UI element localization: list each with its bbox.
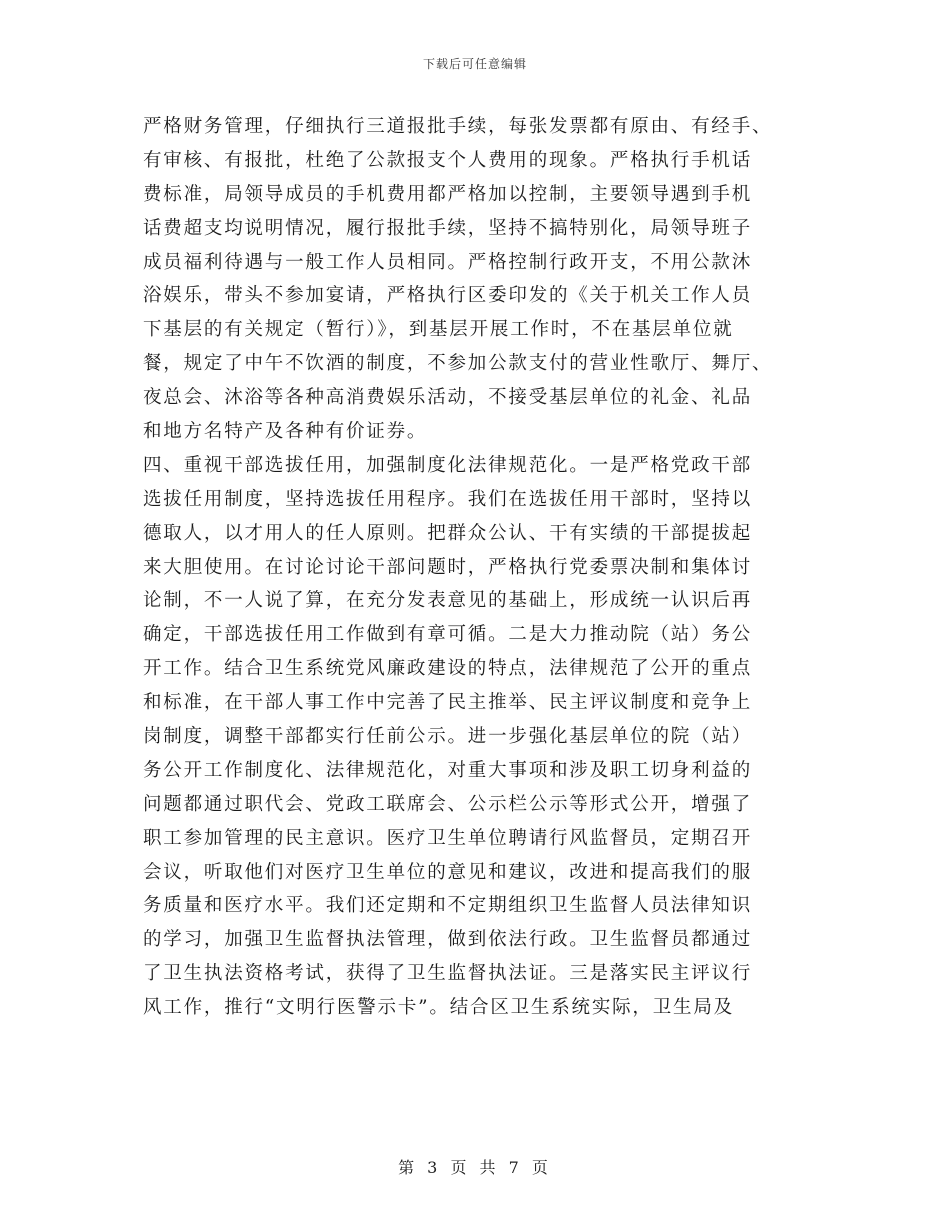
text-line: 务公开工作制度化、法律规范化，对重大事项和涉及职工切身利益的 (143, 759, 753, 781)
text-line: 选拔任用制度，坚持选拔任用程序。我们在选拔任用干部时，坚持以 (143, 488, 753, 510)
text-line: 岗制度，调整干部都实行任前公示。进一步强化基层单位的院（站） (143, 726, 753, 748)
text-line: 会议，听取他们对医疗卫生单位的意见和建议，改进和提高我们的服 (143, 861, 753, 883)
page-number: 第 3 页 共 7 页 (398, 1158, 552, 1177)
text-line: 和标准，在干部人事工作中完善了民主推举、民主评议制度和竞争上 (143, 692, 753, 714)
text-line: 问题都通过职代会、党政工联席会、公示栏公示等形式公开，增强了 (143, 793, 753, 815)
text-line: 开工作。结合卫生系统党风廉政建设的特点，法律规范了公开的重点 (143, 658, 753, 680)
text-line: 德取人，以才用人的任人原则。把群众公认、干有实绩的干部提拔起 (143, 522, 753, 544)
text-line: 务质量和医疗水平。我们还定期和不定期组织卫生监督人员法律知识 (143, 895, 753, 917)
text-line: 了卫生执法资格考试，获得了卫生监督执法证。三是落实民主评议行 (143, 963, 753, 985)
text-line: 四、重视干部选拔任用，加强制度化法律规范化。一是严格党政干部 (143, 454, 753, 476)
text-line: 的学习，加强卫生监督执法管理，做到依法行政。卫生监督员都通过 (143, 929, 753, 951)
text-line: 餐，规定了中午不饮酒的制度，不参加公款支付的营业性歌厅、舞厅、 (143, 353, 773, 375)
text-line: 来大胆使用。在讨论讨论干部问题时，严格执行党委票决制和集体讨 (143, 556, 753, 578)
text-line: 确定，干部选拔任用工作做到有章可循。二是大力推动院（站）务公 (143, 624, 753, 646)
text-line: 有审核、有报批，杜绝了公款报支个人费用的现象。严格执行手机话 (143, 149, 753, 171)
text-line: 夜总会、沐浴等各种高消费娱乐活动，不接受基层单位的礼金、礼品 (143, 387, 753, 409)
text-line: 职工参加管理的民主意识。医疗卫生单位聘请行风监督员，定期召开 (143, 827, 753, 849)
text-line: 和地方名特产及各种有价证券。 (143, 421, 428, 443)
text-line: 成员福利待遇与一般工作人员相同。严格控制行政开支，不用公款沐 (143, 251, 753, 273)
text-line: 话费超支均说明情况，履行报批手续，坚持不搞特别化，局领导班子 (143, 217, 753, 239)
text-line: 浴娱乐，带头不参加宴请，严格执行区委印发的《关于机关工作人员 (143, 285, 753, 307)
text-line: 下基层的有关规定（暂行）》，到基层开展工作时，不在基层单位就 (143, 319, 734, 341)
text-line: 严格财务管理，仔细执行三道报批手续，每张发票都有原由、有经手、 (143, 116, 773, 137)
text-line: 风工作，推行“文明行医警示卡”。结合区卫生系统实际，卫生局及 (143, 997, 734, 1019)
page-header-note: 下载后可任意编辑 (422, 57, 527, 71)
document-body (143, 110, 808, 1025)
text-line: 费标准，局领导成员的手机费用都严格加以控制，主要领导遇到手机 (143, 183, 753, 205)
text-line: 论制，不一人说了算，在充分发表意见的基础上，形成统一认识后再 (143, 590, 753, 612)
